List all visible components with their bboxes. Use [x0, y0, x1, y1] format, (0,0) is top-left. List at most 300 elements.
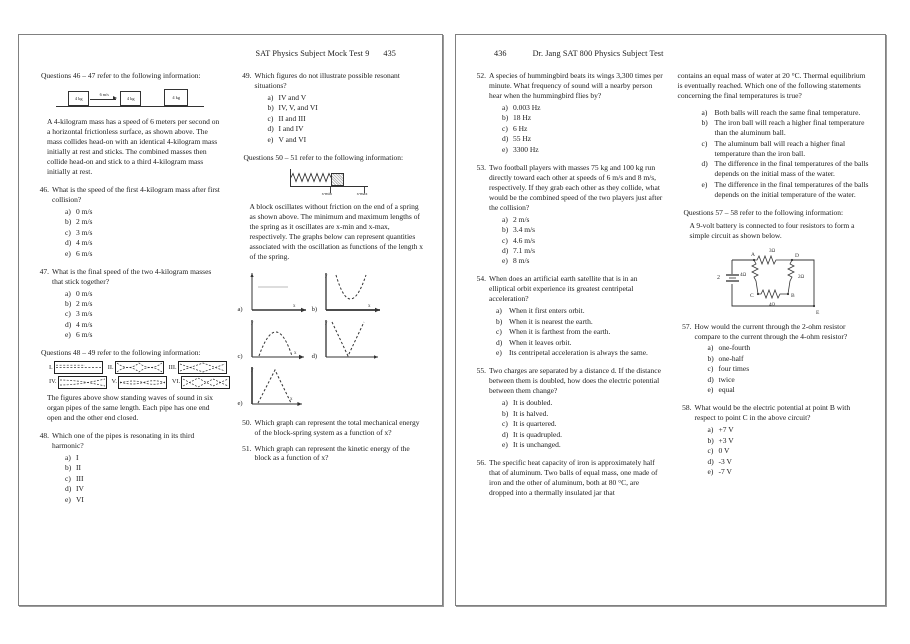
- choice-text: It is unchanged.: [513, 439, 561, 449]
- stem-48-49-body: The figures above show standing waves of sound in six organ pipes of the same length. Each pipe has one end open and the other end closed.: [47, 392, 214, 422]
- choice-letter: d): [65, 484, 72, 494]
- choice[interactable]: [708, 385, 870, 395]
- question-49-number: 49.: [242, 71, 252, 80]
- organ-pipe-label: III.: [168, 363, 177, 371]
- choice[interactable]: [502, 145, 664, 155]
- choice[interactable]: [268, 114, 427, 124]
- choice[interactable]: [65, 228, 224, 238]
- svg-text:4Ω: 4Ω: [740, 272, 747, 278]
- choice[interactable]: [708, 364, 870, 374]
- question-58: [678, 403, 870, 423]
- graph-row-2: [238, 317, 427, 363]
- graph-d[interactable]: [312, 317, 387, 363]
- choice-letter: c): [707, 446, 714, 456]
- choice-text: equal: [718, 385, 735, 395]
- graph-e[interactable]: [238, 364, 312, 410]
- choice-letter: b): [65, 217, 72, 227]
- left-column-2: [238, 71, 427, 513]
- organ-pipe-label: I.: [49, 363, 53, 371]
- choice[interactable]: [708, 354, 870, 364]
- choice[interactable]: [502, 113, 664, 123]
- stem-50-51-intro: Questions 50 – 51 refer to the following information:: [243, 152, 404, 162]
- question-47-choices: [35, 289, 224, 341]
- organ-pipe-row-2: [49, 376, 224, 389]
- choice[interactable]: [708, 375, 870, 385]
- left-column-1: [35, 71, 224, 513]
- question-54-choices: [472, 306, 664, 358]
- question-55: [472, 366, 664, 396]
- question-52-text: A species of hummingbird beats its wings 3,300 times per minute. What frequency of sound will a nearby person hear when the hummingbird flies by?: [489, 71, 663, 100]
- running-head-right: [472, 49, 869, 71]
- choice-text: 6 m/s: [76, 248, 93, 258]
- choice-text: When it is farthest from the earth.: [509, 327, 611, 337]
- choice[interactable]: [502, 398, 664, 408]
- choice[interactable]: [702, 118, 870, 138]
- choice-letter: c): [707, 364, 714, 374]
- question-46-choices: [35, 207, 224, 259]
- choice-letter: a): [707, 425, 714, 435]
- choice-letter: b): [707, 353, 714, 363]
- choice[interactable]: [702, 180, 870, 200]
- page-number-435: 435: [383, 49, 396, 58]
- choice[interactable]: [502, 409, 664, 419]
- choice-text: 6 m/s: [76, 330, 93, 340]
- svg-text:x: x: [289, 396, 293, 402]
- choice-text: twice: [718, 374, 735, 384]
- graph-e-plot: [244, 364, 312, 410]
- choice[interactable]: [502, 103, 664, 113]
- choice-letter: d): [65, 238, 72, 248]
- choice[interactable]: [268, 124, 427, 134]
- question-54: [472, 274, 664, 304]
- organ-pipe-V: [112, 376, 167, 389]
- choice-letter: e): [707, 385, 714, 395]
- graph-b-label: b): [311, 305, 318, 313]
- organ-pipe-figures: [35, 361, 224, 389]
- choice-letter: e): [267, 134, 274, 144]
- svg-text:A: A: [751, 251, 756, 258]
- stem-48-49-intro: Questions 48 – 49 refer to the following information:: [41, 348, 201, 358]
- svg-text:y: y: [250, 320, 254, 326]
- answer-graphs: [238, 270, 427, 410]
- question-50-text: Which graph can represent the total mechanical energy of the block-spring system as a function of x?: [254, 417, 420, 437]
- figure-ground-line: [56, 106, 204, 107]
- stem-50-51-body: A block oscillates without friction on the end of a spring as shown above. The minimum and maximum lengths of the spring as it oscillates are x-min and x-max, respectively. The graphs below can represent quantities associated with the oscillation as functions of the length x of the spring.: [249, 201, 424, 261]
- choice-letter: d): [502, 246, 509, 255]
- choice-text: 0.003 Hz: [513, 102, 541, 112]
- choice[interactable]: [65, 249, 224, 259]
- choice-letter: a): [496, 306, 502, 316]
- choice-text: 2 m/s: [76, 217, 93, 227]
- choice[interactable]: [65, 474, 224, 484]
- choice-letter: c): [502, 419, 508, 429]
- choice[interactable]: [496, 338, 664, 348]
- question-48: [35, 431, 224, 451]
- organ-pipe-I: [49, 361, 103, 374]
- mass-block-2: 4 kg: [120, 91, 141, 106]
- question-50: [238, 418, 427, 438]
- choice-text: IV and V: [278, 92, 307, 102]
- choice-letter: c): [267, 113, 274, 123]
- question-49-choices: [238, 93, 427, 145]
- choice-text: IV: [76, 484, 84, 494]
- choice-text: It is quadrupled.: [513, 429, 562, 439]
- choice-text: The difference in the final temperatures of the balls depends on the initial temperature of the water.: [714, 179, 869, 199]
- choice-text: IV, V, and VI: [278, 103, 318, 113]
- choice[interactable]: [65, 330, 224, 340]
- choice[interactable]: [502, 225, 664, 235]
- choice[interactable]: [502, 440, 664, 450]
- choice[interactable]: [708, 467, 870, 477]
- choice-letter: d): [502, 429, 509, 439]
- choice-text: I and IV: [278, 124, 304, 134]
- stem-57-58-intro: Questions 57 – 58 refer to the following information:: [683, 207, 844, 217]
- choice-letter: a): [502, 398, 508, 408]
- choice[interactable]: [65, 217, 224, 227]
- choice[interactable]: [65, 320, 224, 330]
- spring-coil-icon: [291, 172, 331, 186]
- choice-letter: b): [502, 408, 509, 418]
- question-57-text: How would the current through the 2-ohm resistor compare to the current through the 4-ohm resistor?: [694, 321, 848, 341]
- svg-text:2Ω: 2Ω: [798, 274, 805, 280]
- choice-text: 4 m/s: [76, 238, 93, 248]
- choice[interactable]: [502, 419, 664, 429]
- graph-c-label: c): [237, 352, 243, 360]
- choice-letter: b): [502, 113, 509, 123]
- choice-letter: e): [502, 439, 508, 449]
- standing-wave-icon: [181, 376, 230, 389]
- question-55-choices: [472, 398, 664, 450]
- svg-text:3Ω: 3Ω: [769, 248, 776, 254]
- svg-text:E: E: [816, 309, 820, 316]
- choice-text: 4 m/s: [76, 319, 93, 329]
- question-56-choices: [678, 108, 870, 200]
- choice-text: 0 m/s: [76, 206, 93, 216]
- choice[interactable]: [708, 425, 870, 435]
- choice-letter: e): [65, 494, 71, 504]
- choice-letter: a): [502, 214, 508, 224]
- choice-text: When it leaves orbit.: [509, 337, 572, 347]
- question-47-text: What is the final speed of the two 4-kilogram masses that stick together?: [52, 266, 212, 286]
- choice-text: +3 V: [718, 435, 734, 445]
- choice-letter: b): [65, 463, 72, 473]
- choice[interactable]: [502, 236, 664, 246]
- graph-b-plot: [318, 270, 386, 316]
- choice-letter: e): [65, 330, 71, 340]
- choice-text: The iron ball will reach a higher final temperature than the aluminum ball.: [714, 118, 865, 138]
- stem-46-47-intro: Questions 46 – 47 refer to the following information:: [41, 71, 201, 80]
- stem-57-58-body: A 9-volt battery is connected to four resistors to form a simple circuit as shown below.: [689, 220, 855, 240]
- graph-a[interactable]: [238, 270, 312, 316]
- organ-pipe-label: II.: [107, 363, 114, 371]
- choice-letter: a): [502, 102, 508, 112]
- question-57-choices: [678, 343, 870, 395]
- choice-letter: b): [707, 435, 714, 445]
- organ-pipe-III: [169, 361, 227, 374]
- question-57: [678, 322, 870, 342]
- question-47: [35, 267, 224, 287]
- choice-text: 3.4 m/s: [513, 225, 536, 235]
- choice-letter: a): [701, 107, 708, 117]
- running-head-title: Dr. Jang SAT 800 Physics Subject Test: [532, 49, 664, 58]
- spring-block-figure: [238, 167, 427, 195]
- choice-letter: a): [65, 206, 71, 216]
- choice[interactable]: [65, 453, 224, 463]
- question-55-number: 55.: [476, 366, 486, 376]
- running-head-title: SAT Physics Subject Mock Test 9: [255, 49, 370, 58]
- graph-e-label: e): [237, 399, 243, 407]
- graph-b[interactable]: [312, 270, 387, 316]
- question-57-number: 57.: [682, 321, 692, 331]
- choice[interactable]: [502, 134, 664, 144]
- choice-letter: c): [65, 227, 71, 237]
- question-50-number: 50.: [242, 417, 252, 427]
- graph-d-label: d): [311, 352, 318, 360]
- choice-letter: c): [502, 235, 508, 245]
- standing-wave-icon: [118, 376, 167, 389]
- choice-text: It is doubled.: [513, 398, 553, 408]
- organ-pipe-row-1: [49, 361, 224, 374]
- choice[interactable]: [65, 484, 224, 494]
- oscillating-block: [331, 173, 344, 186]
- organ-pipe-label: IV.: [49, 378, 57, 386]
- choice-letter: c): [701, 138, 708, 148]
- choice-text: one-half: [718, 353, 744, 363]
- choice[interactable]: [65, 238, 224, 248]
- choice-text: 3 m/s: [76, 227, 93, 237]
- choice-letter: e): [707, 467, 714, 477]
- svg-text:x: x: [292, 303, 296, 309]
- graph-row-3: [238, 364, 427, 410]
- choice[interactable]: [708, 446, 870, 456]
- question-56: [472, 458, 664, 498]
- circuit-diagram: [714, 244, 832, 316]
- choice[interactable]: [502, 256, 664, 266]
- graph-row-1: [238, 270, 427, 316]
- choice[interactable]: [708, 457, 870, 467]
- question-51-text: Which graph can represent the kinetic energy of the block as a function of x?: [254, 443, 410, 463]
- choice-text: VI: [76, 494, 84, 504]
- standing-wave-icon: [58, 376, 107, 389]
- standing-wave-icon: [115, 361, 164, 374]
- question-54-number: 54.: [476, 274, 486, 284]
- question-52-choices: [472, 103, 664, 155]
- choice-letter: c): [502, 123, 508, 133]
- choice-text: II and III: [278, 113, 306, 123]
- stem-46-47-body: A 4-kilogram mass has a speed of 6 meters per second on a horizontal frictionless surface, as shown above. The mass collides head-on with an identical 4-kilogram mass initially at rest and sticks. The combined masses then collide head-on and stick to a third 4-kilogram mass initially at rest.: [47, 116, 220, 176]
- question-48-number: 48.: [39, 430, 49, 440]
- right-column-1: [472, 71, 664, 500]
- choice-letter: b): [496, 316, 503, 326]
- svg-text:x: x: [293, 350, 297, 356]
- choice-letter: b): [267, 103, 274, 113]
- choice-letter: e): [496, 348, 502, 358]
- x-min-label: x-min: [321, 191, 332, 197]
- choice-letter: d): [701, 159, 708, 169]
- choice-letter: c): [65, 473, 71, 483]
- choice-letter: a): [65, 452, 71, 462]
- choice-text: When it is nearest the earth.: [509, 316, 593, 326]
- mass-block-3: 4 kg: [164, 89, 188, 106]
- choice[interactable]: [496, 317, 664, 327]
- left-page-columns: [35, 71, 426, 513]
- running-head-left: [35, 49, 426, 71]
- organ-pipe-IV: [49, 376, 107, 389]
- svg-text:B: B: [791, 292, 795, 299]
- question-48-choices: [35, 453, 224, 505]
- choice-text: 0 V: [718, 446, 730, 456]
- choice[interactable]: [502, 215, 664, 225]
- choice-text: 3 m/s: [76, 309, 93, 319]
- choice-text: I: [76, 452, 79, 462]
- choice-text: +7 V: [718, 425, 734, 435]
- mass-block-1: 4 kg: [68, 91, 89, 106]
- graph-a-label: a): [237, 305, 243, 313]
- choice[interactable]: [702, 139, 870, 159]
- choice[interactable]: [702, 108, 870, 118]
- choice-text: 7.1 m/s: [513, 246, 536, 255]
- question-52: [472, 71, 664, 101]
- choice[interactable]: [65, 207, 224, 217]
- right-column-2: [678, 71, 870, 500]
- choice-letter: d): [267, 124, 274, 134]
- choice[interactable]: [702, 159, 870, 179]
- svg-text:D: D: [795, 252, 800, 259]
- choice[interactable]: [65, 463, 224, 473]
- choice-letter: c): [496, 327, 502, 337]
- choice-letter: b): [502, 225, 509, 235]
- question-53-text: Two football players with masses 75 kg and 100 kg run directly toward each other at speeds of 6 m/s and 8 m/s, respectively. If they grab each other as they collide, what would be the combined speed of the two players just after the collision?: [489, 162, 663, 212]
- graph-c-plot: [244, 317, 312, 363]
- svg-text:y: y: [325, 273, 328, 279]
- choice[interactable]: [708, 343, 870, 353]
- question-47-number: 47.: [39, 266, 49, 276]
- standing-wave-icon: [178, 361, 227, 374]
- svg-text:x: x: [368, 303, 371, 309]
- choice-letter: d): [65, 319, 72, 329]
- choice-text: The difference in the final temperatures of the balls depends on the initial mass of the water.: [714, 159, 869, 179]
- question-48-text: Which one of the pipes is resonating in its third harmonic?: [52, 430, 195, 450]
- choice[interactable]: [65, 495, 224, 505]
- choice-text: one-fourth: [718, 343, 751, 353]
- choice[interactable]: [65, 299, 224, 309]
- velocity-label: 6 m/s: [99, 92, 109, 98]
- choice-text: It is quartered.: [513, 419, 557, 429]
- question-56-number: 56.: [476, 457, 486, 467]
- choice[interactable]: [502, 430, 664, 440]
- choice-letter: e): [701, 179, 708, 189]
- choice-letter: a): [707, 343, 714, 353]
- question-53-choices: [472, 215, 664, 267]
- choice-text: Its centripetal acceleration is always the same.: [509, 348, 648, 358]
- choice[interactable]: [502, 124, 664, 134]
- graph-d-plot: [318, 317, 386, 363]
- choice-letter: c): [65, 309, 71, 319]
- choice[interactable]: [496, 348, 664, 358]
- question-46: [35, 185, 224, 205]
- choice-letter: b): [65, 298, 72, 308]
- question-51-number: 51.: [242, 443, 252, 453]
- choice-text: V and VI: [278, 134, 307, 144]
- collision-figure: [35, 84, 224, 110]
- graph-c[interactable]: [238, 317, 312, 363]
- choice[interactable]: [708, 436, 870, 446]
- page-435: [18, 34, 443, 606]
- question-49: [238, 71, 427, 91]
- choice-text: 55 Hz: [513, 134, 532, 144]
- choice[interactable]: [496, 327, 664, 337]
- velocity-arrow-icon: [90, 99, 116, 100]
- svg-text:C: C: [750, 292, 754, 299]
- spring-floor: [290, 186, 368, 187]
- x-max-label: x-max: [356, 191, 368, 197]
- choice[interactable]: [65, 309, 224, 319]
- choice-text: 0 m/s: [76, 288, 93, 298]
- choice-letter: b): [701, 118, 708, 128]
- choice-text: II: [76, 463, 81, 473]
- choice-letter: d): [496, 337, 503, 347]
- choice[interactable]: [65, 289, 224, 299]
- choice-text: 4.6 m/s: [513, 235, 536, 245]
- question-53-number: 53.: [476, 162, 486, 172]
- svg-text:y: y: [250, 367, 254, 373]
- choice-text: 6 Hz: [513, 123, 528, 133]
- choice-text: 2 m/s: [513, 214, 530, 224]
- question-56-continued-text: contains an equal mass of water at 20 °C. Thermal equilibrium is eventually reached. Which one of the following statements concerning the final temperatures is true?: [677, 71, 866, 100]
- page-number-436: 436: [494, 49, 507, 58]
- question-46-text: What is the speed of the first 4-kilogram mass after first collision?: [52, 184, 220, 204]
- standing-wave-icon: [54, 361, 103, 374]
- svg-text:4Ω: 4Ω: [769, 302, 776, 308]
- choice-letter: e): [502, 256, 508, 266]
- choice-letter: e): [65, 248, 71, 258]
- choice-letter: d): [707, 456, 714, 466]
- organ-pipe-label: V.: [111, 378, 117, 386]
- graph-a-plot: [244, 270, 312, 316]
- organ-pipe-VI: [172, 376, 230, 389]
- question-58-text: What would be the electric potential at point B with respect to point C in the above circuit?: [694, 403, 851, 423]
- svg-text:y: y: [325, 320, 328, 326]
- choice-text: -3 V: [718, 456, 732, 466]
- choice[interactable]: [502, 246, 664, 256]
- choice[interactable]: [268, 135, 427, 145]
- choice-text: 2 m/s: [76, 298, 93, 308]
- choice[interactable]: [496, 306, 664, 316]
- choice[interactable]: [268, 93, 427, 103]
- battery-label: 2: [717, 274, 721, 281]
- question-58-number: 58.: [682, 403, 692, 413]
- question-55-text: Two charges are separated by a distance d. If the distance between them is doubled, how does the electric potential between them change?: [489, 366, 661, 396]
- choice-text: 3300 Hz: [513, 144, 539, 154]
- choice-text: When it first enters orbit.: [509, 306, 585, 316]
- choice-text: 18 Hz: [513, 113, 532, 123]
- choice-letter: d): [502, 134, 509, 144]
- question-56-text: The specific heat capacity of iron is approximately half that of aluminum. Two balls of equal mass, one made of iron and the other of aluminum, both at 80 °C, are dropped into a thermally insulated jar that: [489, 457, 658, 497]
- choice-letter: e): [502, 144, 508, 154]
- question-52-number: 52.: [476, 71, 486, 80]
- organ-pipe-II: [108, 361, 164, 374]
- choice-letter: a): [65, 288, 71, 298]
- right-page-columns: [472, 71, 869, 500]
- choice-text: Both balls will reach the same final temperature.: [714, 107, 861, 117]
- choice-text: The aluminum ball will reach a higher final temperature than the iron ball.: [714, 138, 846, 158]
- question-58-choices: [678, 425, 870, 477]
- organ-pipe-label: VI.: [171, 378, 181, 386]
- choice[interactable]: [268, 103, 427, 113]
- choice-text: III: [76, 473, 84, 483]
- question-51: [238, 444, 427, 464]
- question-49-text: Which figures do not illustrate possible resonant situations?: [254, 71, 400, 90]
